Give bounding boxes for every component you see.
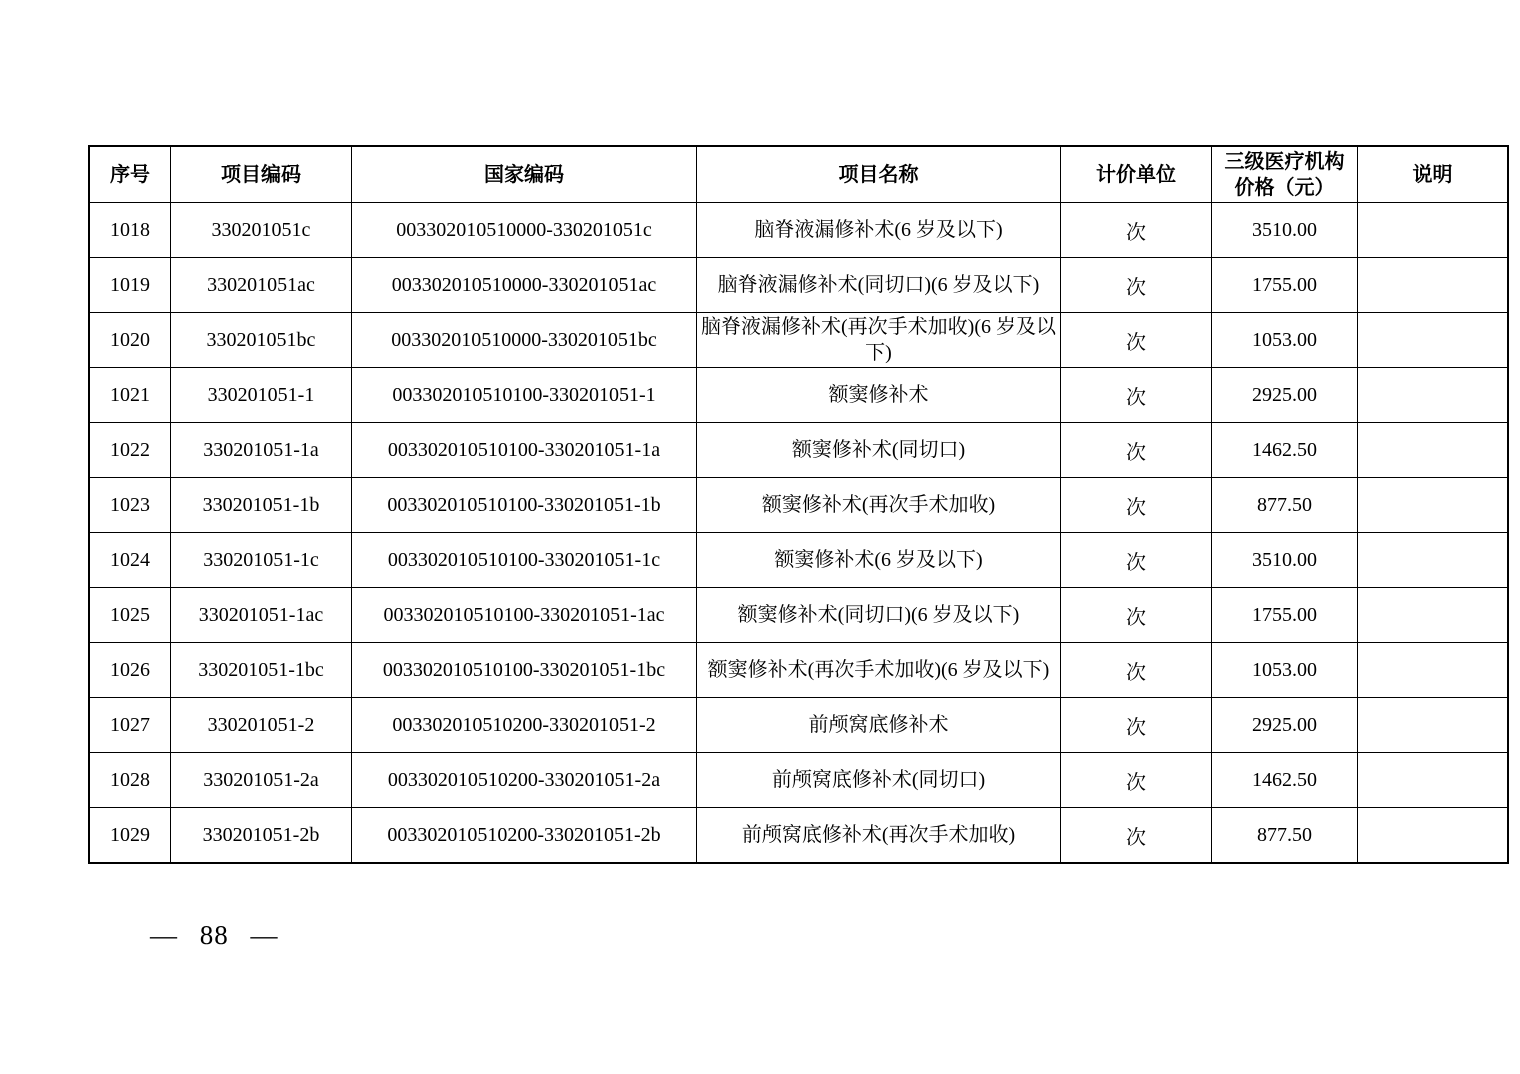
cell-project-code: 330201051-1a (171, 423, 352, 478)
table-row (89, 368, 1508, 423)
table-row (89, 643, 1508, 698)
cell-pricing-unit: 次 (1061, 478, 1212, 533)
cell-project-name: 额窦修补术(再次手术加收)(6 岁及以下) (697, 643, 1061, 698)
cell-tier3-price: 1053.00 (1212, 313, 1358, 368)
cell-pricing-unit: 次 (1061, 313, 1212, 368)
table-row (89, 258, 1508, 313)
cell-seq: 1022 (89, 423, 171, 478)
cell-tier3-price: 2925.00 (1212, 368, 1358, 423)
cell-project-name: 脑脊液漏修补术(同切口)(6 岁及以下) (697, 258, 1061, 313)
cell-note (1358, 368, 1509, 423)
cell-project-name: 前颅窝底修补术(再次手术加收) (697, 808, 1061, 864)
cell-pricing-unit: 次 (1061, 588, 1212, 643)
table-row (89, 588, 1508, 643)
cell-note (1358, 753, 1509, 808)
cell-project-name: 脑脊液漏修补术(6 岁及以下) (697, 203, 1061, 258)
cell-national-code: 003302010510000-330201051c (352, 203, 697, 258)
cell-note (1358, 313, 1509, 368)
cell-tier3-price: 1053.00 (1212, 643, 1358, 698)
table-body (89, 203, 1508, 864)
cell-project-code: 330201051ac (171, 258, 352, 313)
cell-note (1358, 643, 1509, 698)
cell-seq: 1018 (89, 203, 171, 258)
cell-national-code: 003302010510100-330201051-1ac (352, 588, 697, 643)
cell-project-name: 前颅窝底修补术 (697, 698, 1061, 753)
table-row (89, 808, 1508, 864)
table-row (89, 423, 1508, 478)
cell-pricing-unit: 次 (1061, 368, 1212, 423)
header-tier3-price: 三级医疗机构价格（元） (1212, 146, 1358, 203)
page-number-value: 88 (199, 920, 229, 950)
cell-tier3-price: 877.50 (1212, 478, 1358, 533)
table-header-row (89, 146, 1508, 203)
cell-national-code: 003302010510100-330201051-1a (352, 423, 697, 478)
price-table (88, 145, 1509, 864)
cell-seq: 1024 (89, 533, 171, 588)
cell-national-code: 003302010510100-330201051-1b (352, 478, 697, 533)
cell-note (1358, 588, 1509, 643)
cell-seq: 1029 (89, 808, 171, 864)
cell-national-code: 003302010510200-330201051-2b (352, 808, 697, 864)
cell-national-code: 003302010510000-330201051ac (352, 258, 697, 313)
page-number (150, 920, 279, 951)
cell-project-code: 330201051-1bc (171, 643, 352, 698)
cell-tier3-price: 1462.50 (1212, 753, 1358, 808)
cell-seq: 1019 (89, 258, 171, 313)
table-row (89, 533, 1508, 588)
cell-tier3-price: 877.50 (1212, 808, 1358, 864)
cell-project-code: 330201051-1 (171, 368, 352, 423)
page-number-left-dash: — (150, 920, 178, 950)
cell-tier3-price: 1462.50 (1212, 423, 1358, 478)
cell-seq: 1020 (89, 313, 171, 368)
cell-pricing-unit: 次 (1061, 808, 1212, 864)
cell-national-code: 003302010510100-330201051-1c (352, 533, 697, 588)
cell-pricing-unit: 次 (1061, 753, 1212, 808)
cell-project-name: 额窦修补术(同切口) (697, 423, 1061, 478)
cell-project-code: 330201051bc (171, 313, 352, 368)
cell-seq: 1021 (89, 368, 171, 423)
header-note: 说明 (1358, 146, 1509, 203)
header-project-name: 项目名称 (697, 146, 1061, 203)
cell-project-code: 330201051c (171, 203, 352, 258)
cell-seq: 1025 (89, 588, 171, 643)
cell-project-name: 脑脊液漏修补术(再次手术加收)(6 岁及以下) (697, 313, 1061, 368)
cell-seq: 1027 (89, 698, 171, 753)
cell-seq: 1026 (89, 643, 171, 698)
cell-national-code: 003302010510100-330201051-1 (352, 368, 697, 423)
cell-pricing-unit: 次 (1061, 258, 1212, 313)
cell-project-name: 额窦修补术(6 岁及以下) (697, 533, 1061, 588)
header-seq: 序号 (89, 146, 171, 203)
cell-project-name: 额窦修补术(再次手术加收) (697, 478, 1061, 533)
cell-pricing-unit: 次 (1061, 203, 1212, 258)
cell-tier3-price: 3510.00 (1212, 533, 1358, 588)
cell-pricing-unit: 次 (1061, 643, 1212, 698)
cell-tier3-price: 2925.00 (1212, 698, 1358, 753)
cell-note (1358, 423, 1509, 478)
cell-pricing-unit: 次 (1061, 533, 1212, 588)
table-row (89, 753, 1508, 808)
cell-note (1358, 258, 1509, 313)
table-row (89, 698, 1508, 753)
cell-project-code: 330201051-1ac (171, 588, 352, 643)
cell-pricing-unit: 次 (1061, 423, 1212, 478)
cell-national-code: 003302010510000-330201051bc (352, 313, 697, 368)
cell-tier3-price: 1755.00 (1212, 588, 1358, 643)
header-national-code: 国家编码 (352, 146, 697, 203)
cell-project-name: 前颅窝底修补术(同切口) (697, 753, 1061, 808)
cell-project-name: 额窦修补术(同切口)(6 岁及以下) (697, 588, 1061, 643)
cell-seq: 1028 (89, 753, 171, 808)
cell-project-code: 330201051-2b (171, 808, 352, 864)
cell-tier3-price: 3510.00 (1212, 203, 1358, 258)
table-row (89, 478, 1508, 533)
cell-national-code: 003302010510200-330201051-2 (352, 698, 697, 753)
cell-project-code: 330201051-1b (171, 478, 352, 533)
cell-national-code: 003302010510200-330201051-2a (352, 753, 697, 808)
header-project-code: 项目编码 (171, 146, 352, 203)
cell-note (1358, 698, 1509, 753)
table-row (89, 203, 1508, 258)
cell-national-code: 003302010510100-330201051-1bc (352, 643, 697, 698)
cell-project-code: 330201051-2 (171, 698, 352, 753)
header-pricing-unit: 计价单位 (1061, 146, 1212, 203)
cell-project-code: 330201051-2a (171, 753, 352, 808)
table-row (89, 313, 1508, 368)
cell-tier3-price: 1755.00 (1212, 258, 1358, 313)
page-number-right-dash: — (250, 920, 279, 950)
cell-note (1358, 533, 1509, 588)
cell-note (1358, 203, 1509, 258)
cell-project-name: 额窦修补术 (697, 368, 1061, 423)
cell-seq: 1023 (89, 478, 171, 533)
cell-project-code: 330201051-1c (171, 533, 352, 588)
cell-pricing-unit: 次 (1061, 698, 1212, 753)
cell-note (1358, 808, 1509, 864)
cell-note (1358, 478, 1509, 533)
